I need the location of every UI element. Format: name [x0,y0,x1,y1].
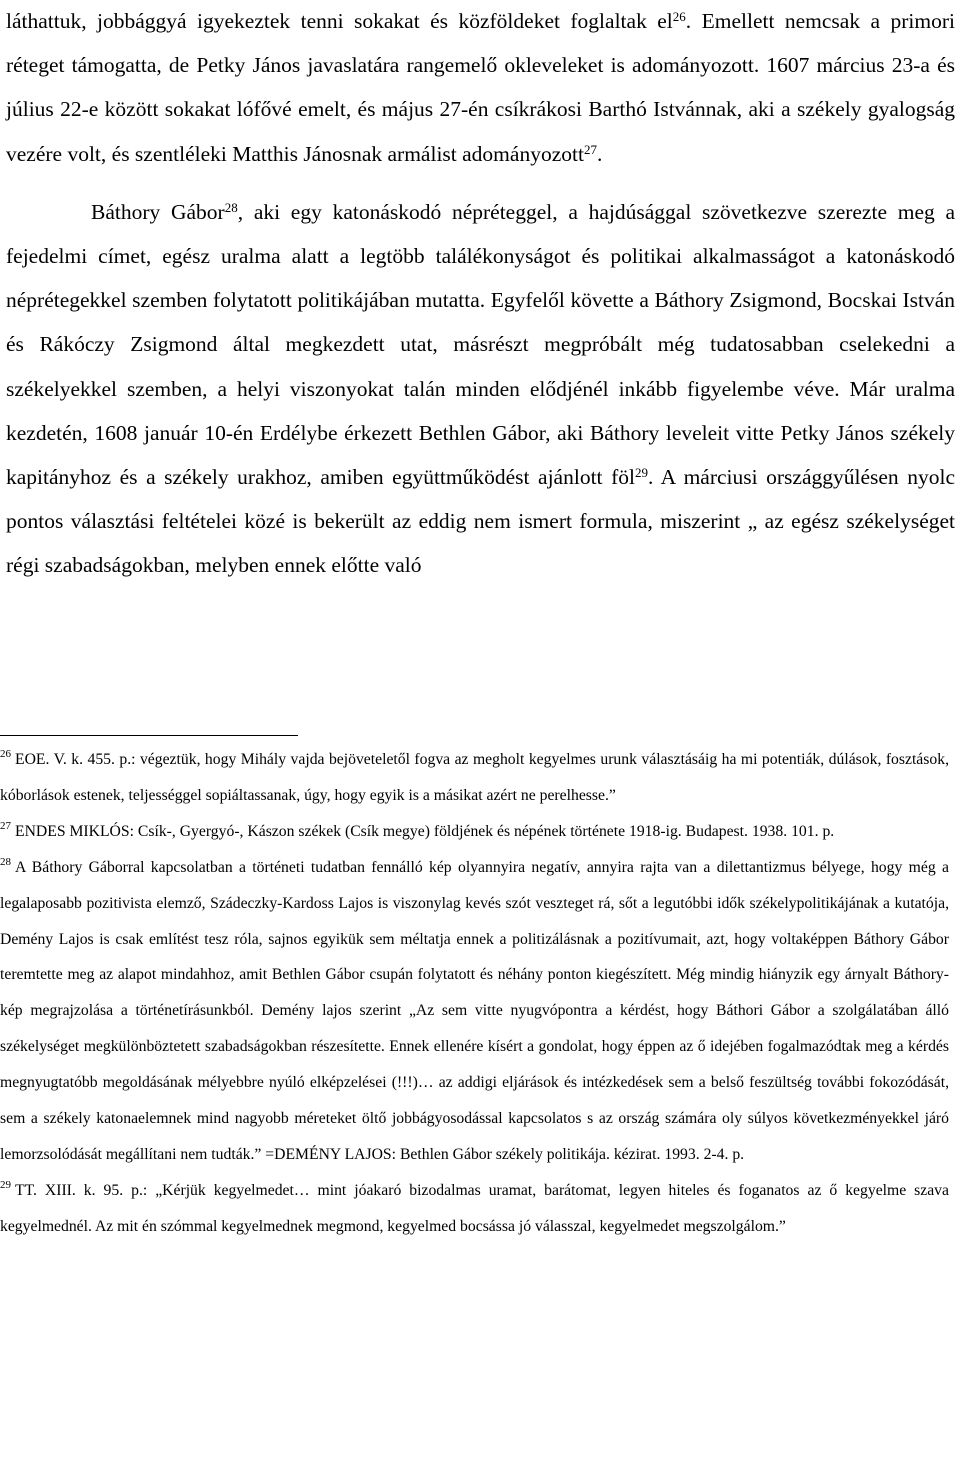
paragraph-text: , aki egy katonáskodó népréteggel, a hajdúsággal szövetkezve szerezte meg a fejedelmi címet, egész uralma alatt a legtöbb találékonyságot és politikai alkalmasságot a katonáskodó néprétegekkel szemben folytatott politikájában mutatta. Egyfelől követte a Báthory Zsigmond, Bocskai István és Rákóczy Zsigmond által megkezdett utat, másrészt megpróbált még tudatosabban cselekedni a székelyekkel szemben, a helyi viszonyokat talán minden elődjénél inkább figyelembe véve. Már uralma kezdetén, 1608 január 10-én Erdélybe érkezett Bethlen Gábor, aki Báthory leveleit vitte Petky János székely kapitányhoz és a székely urakhoz, amiben együttműködést ajánlott föl [6,199,955,490]
footnote-ref-29[interactable]: 29 [634,465,648,481]
footnote-26 [0,742,949,814]
paragraph-text: . Emellett nemcsak a primori réteget támogatta, de Petky János javaslatára rangemelő okleveleket is adományozott. 1607 március 23-a és július 22-e között sokakat lófővé emelt, és május 27-én csíkrákosi Barthó Istvánnak, aki a székely gyalogság vezére volt, és szentléleki Matthis Jánosnak armálist adományozott [6,9,955,166]
footnote-number: 27 [0,819,11,832]
footnote-text: EOE. V. k. 455. p.: végeztük, hogy Mihály vajda bejöveteletől fogva az megholt kegyelmes urunk választásáig ha mi potentiák, dúlások, fosztások, kóborlások estenek, teljességgel sopiáltassanak, úgy, hogy egyik is a másikat azért ne perelhesse.” [0,751,949,804]
footnote-ref-26[interactable]: 26 [672,9,686,24]
footnote-29 [0,1173,949,1245]
footnote-number: 28 [0,855,11,868]
footnote-text: A Báthory Gáborral kapcsolatban a történeti tudatban fennálló kép olyannyira negatív, annyira rajta van a dilettantizmus bélyege, hogy még a legalaposabb pozitivista elemző, Szádeczky-Kardoss Lajos is viszonylag kevés szót veszteget rá, sőt a legutóbbi idők székelypolitikájának a kutatója, Demény Lajos is csak említést tesz róla, sajnos egyikük sem méltatja ennek a politizálásnak a pozitívumait, azt, hogy voltaképpen Báthory Gábor teremtette meg az alapot mindahhoz, amit Bethlen Gábor csupán folytatott és néhány ponton kiegészített. Még mindig hiányzik egy árnyalt Báthory-kép megrajzolása a történetírásunkból. Demény lajos szerint „Az sem vitte nyugvópontra a kérdést, hogy Báthori Gábor a szolgálatában álló székelységet megkülönböztetett szabadságokban részesítette. Ennek ellenére kísért a gondolat, hogy éppen az ő idejében fogalmazódtak meg a kérdés megnyugtatóbb megoldásának mélyebbre nyúló elképzelései (!!!)… az addigi eljárások és intézkedések sem a belső feszültség további fokozódását, sem a székely katonaelemnek mind nagyobb méreteket öltő jobbágyosodással kapcsolatos s az ország számára oly súlyos következményekkel járó lemorzsolódását megállítani nem tudták.” =DEMÉNY LAJOS: Bethlen Gábor székely politikája. kézirat. 1993. 2-4. p. [0,858,949,1163]
footnote-number: 29 [0,1178,11,1191]
footnotes-section [0,742,949,1245]
footnote-ref-28[interactable]: 28 [224,199,238,215]
footnote-text: ENDES MIKLÓS: Csík-, Gyergyó-, Kászon székek (Csík megye) földjének és népének története 1918-ig. Budapest. 1938. 101. p. [15,822,835,840]
paragraph-text: . [596,141,603,166]
paragraph-text: . A márciusi országgyűlésen nyolc pontos választási feltételei közé is bekerült az eddig nem ismert formula, miszerint „ az egész székelységet régi szabadságokban, melyben ennek előtte való [6,465,955,578]
paragraph-text: láthattuk, jobbággyá igyekeztek tenni sokakat és közföldeket foglaltak el [6,9,673,33]
footnote-text: TT. XIII. k. 95. p.: „Kérjük kegyelmedet… mint jóakaró bizodalmas uramat, barátomat, legyen hiteles és foganatos az ő kegyelme szava kegyelmednél. Az mit én szómmal kegyelmednek megmond, kegyelmed bocsássa jó válasszal, kegyelmedet megszolgálom.” [0,1181,949,1235]
body-paragraph-2 [6,190,955,588]
footnote-28 [0,850,949,1173]
footnote-separator [0,735,298,736]
document-page [6,0,955,588]
footnote-27 [0,814,949,850]
body-paragraph-1 [6,0,955,176]
footnote-ref-27[interactable]: 27 [583,141,597,157]
paragraph-text: Báthory Gábor [91,199,225,224]
footnote-number: 26 [0,748,11,760]
